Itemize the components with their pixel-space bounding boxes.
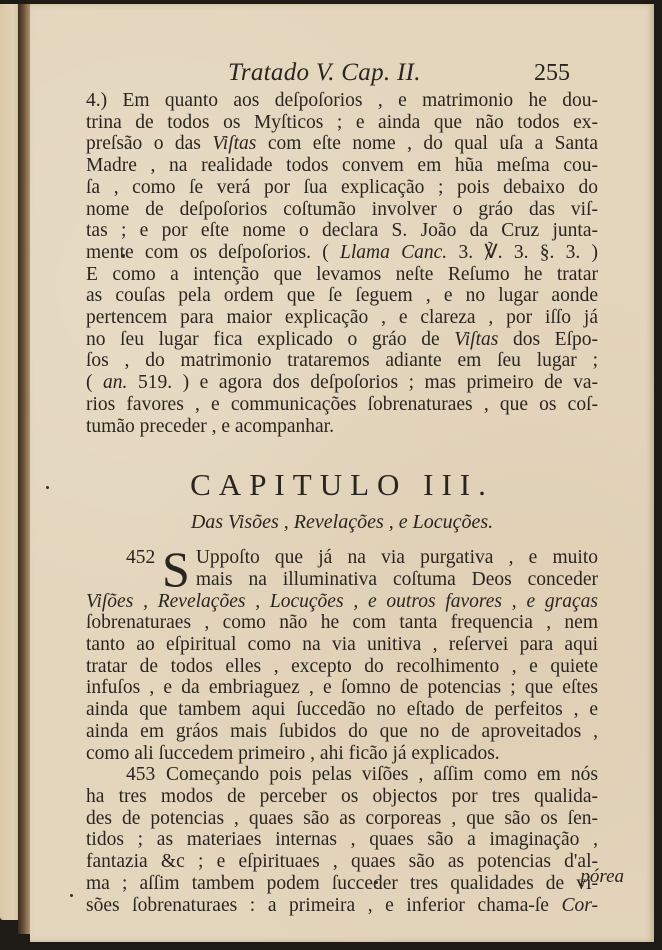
text-line: mente com os deſpoſorios. ( Llama Canc. 3. ℣. 3. §. 3. ) xyxy=(86,241,598,263)
paragraph-453 xyxy=(86,764,598,916)
text-line: Madre , na realidade todos convem em hũa meſma cou- xyxy=(86,155,598,177)
drop-cap: S xyxy=(162,541,190,598)
text-line: 4.) Em quanto aos deſpoſorios , e matrimonio he dou- xyxy=(86,90,598,111)
text-line: ſa , como ſe verá por ſua explicação ; pois debaixo do xyxy=(86,176,598,198)
catchword: pórea xyxy=(580,866,624,887)
text-line: tidos ; as materiaes internas , quaes são a imaginação , xyxy=(86,829,598,851)
text-line: nome de deſpoſorios coſtumão involver o gráo das viſ- xyxy=(86,198,598,220)
text-line: mais na illuminativa coſtuma Deos conceder xyxy=(195,568,598,590)
paragraph-number: 453 xyxy=(126,764,156,786)
text-line: tas ; e por eſte nome o declara S. João da Cruz junta- xyxy=(86,220,598,242)
text-line: Viſões , Revelações , Locuções , e outros favores , e graças xyxy=(86,590,598,612)
text-line: no ſeu lugar fica explicado o gráo de Viſtas dos Eſpo- xyxy=(86,328,598,350)
running-title: Tratado V. Cap. II. xyxy=(228,59,421,86)
paragraph-continuation xyxy=(86,90,598,437)
running-head xyxy=(86,59,598,90)
text-line: pertencem para maior explicação , e clareza , por iſſo já xyxy=(86,307,598,329)
text-line: preſsão o das Viſtas com eſte nome , do qual uſa a Santa xyxy=(86,133,598,155)
text-line: Começando pois pelas viſões , aſſim como em nós xyxy=(166,764,598,786)
page-number: 255 xyxy=(534,60,570,86)
text-line: ( an. 519. ) e agora dos deſpoſorios ; mas primeiro de va- xyxy=(86,372,598,394)
text-line: fantazia &c ; e eſpirituaes , quaes são as potencias d'al- xyxy=(86,851,598,873)
text-line: ha tres modos de perceber os objectos por tres qualida- xyxy=(86,785,598,807)
text-line: tumão preceder , e acompanhar. xyxy=(86,415,334,437)
text-line: sões ſobrenaturaes : a primeira , e inferior chama-ſe Cor- xyxy=(86,894,598,916)
text-line: como ali ſuccedem primeiro , ahi ficão já explicados. xyxy=(86,742,500,764)
text-line: ſos , do matrimonio trataremos adiante em ſeu lugar ; xyxy=(86,350,598,372)
chapter-heading: CAPITULO III. xyxy=(190,467,494,503)
text-line: E como a intenção que levamos neſte Reſumo he tratar xyxy=(86,263,598,285)
text-line: des de potencias , quaes são as corporeas , que são os ſen- xyxy=(86,807,598,829)
text-line: ainda em gráos mais ſubidos do que no de aproveitados , xyxy=(86,720,598,742)
text-line: tanto ao eſpiritual como na via unitiva , reſervei para aqui xyxy=(86,634,598,656)
text-line: infuſos , e da embriaguez , e ſomno de potencias ; que eſtes xyxy=(86,677,598,699)
text-line: ma ; aſſim tambem podem ſucceder tres qualidades de vi- xyxy=(86,872,598,894)
text-line: rios favores , e communicações ſobrenaturaes , que os coſ- xyxy=(86,393,598,415)
text-line: tratar de todos elles , excepto do recolhimento , e quiete xyxy=(86,655,598,677)
paper-speck xyxy=(46,486,49,489)
page-text xyxy=(86,59,598,916)
paragraph-number: 452 xyxy=(126,547,156,569)
text-line: Uppoſto que já na via purgativa , e muito xyxy=(195,547,598,569)
text-line: ainda que tambem aqui ſuccedão no eſtado de perfeitos , e xyxy=(86,699,598,721)
text-line: trina de todos os Myſticos ; e ainda que não todos ex- xyxy=(86,111,598,133)
paper-speck xyxy=(70,894,73,897)
text-line: ſobrenaturaes , como não he com tanta frequencia , nem xyxy=(86,612,598,634)
paragraph-452 xyxy=(86,541,598,764)
text-line: as couſas pela ordem que ſe ſeguem , e no lugar aonde xyxy=(86,285,598,307)
chapter-subtitle: Das Visões , Revelações , e Locuções. xyxy=(190,511,494,534)
book-page xyxy=(30,4,654,942)
